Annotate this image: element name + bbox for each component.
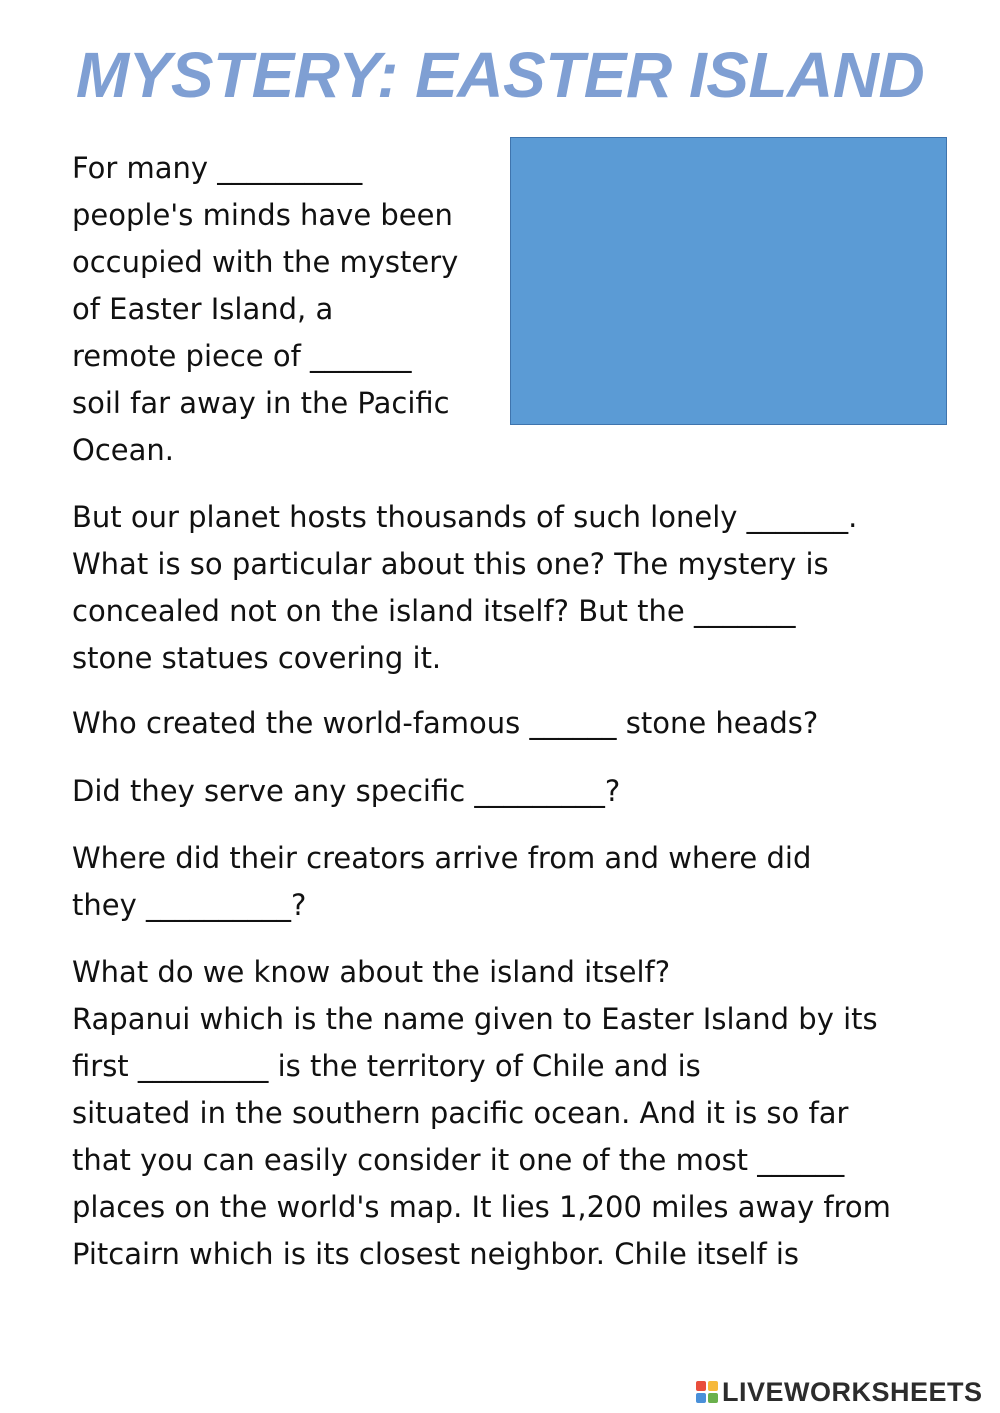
liveworksheets-logo[interactable] (696, 1376, 983, 1408)
question-stone-heads: Who created the world-famous ______ stone heads? (72, 706, 819, 740)
intro-paragraph: For many __________ people's minds have been occupied with the mystery of Easter Island, a remote piece of _______ soil far away in the Pacific Ocean. (72, 151, 459, 467)
question-creators: Where did their creators arrive from and where did they __________? (72, 841, 812, 922)
liveworksheets-logo-text: LIVEWORKSHEETS (722, 1377, 983, 1407)
page-title: MYSTERY: EASTER ISLAND (75, 39, 925, 111)
paragraph-lonely-islands: But our planet hosts thousands of such lonely _______. What is so particular about this one? The mystery is concealed not on the island itself? But the _______ stone statues covering it. (72, 500, 858, 675)
liveworksheets-logo-icon (696, 1381, 718, 1403)
image-placeholder (510, 137, 947, 425)
question-purpose: Did they serve any specific _________? (72, 774, 621, 808)
paragraph-island-facts: What do we know about the island itself? Rapanui which is the name given to Easter Island by its first _________ is the territory of Chile and is situated in the southern pacific ocean. And it is so far that you can easily consider it one of the most ______ places on the world's map. It lies 1,200 miles away from Pitcairn which is its closest neighbor. Chile itself is (72, 955, 891, 1271)
